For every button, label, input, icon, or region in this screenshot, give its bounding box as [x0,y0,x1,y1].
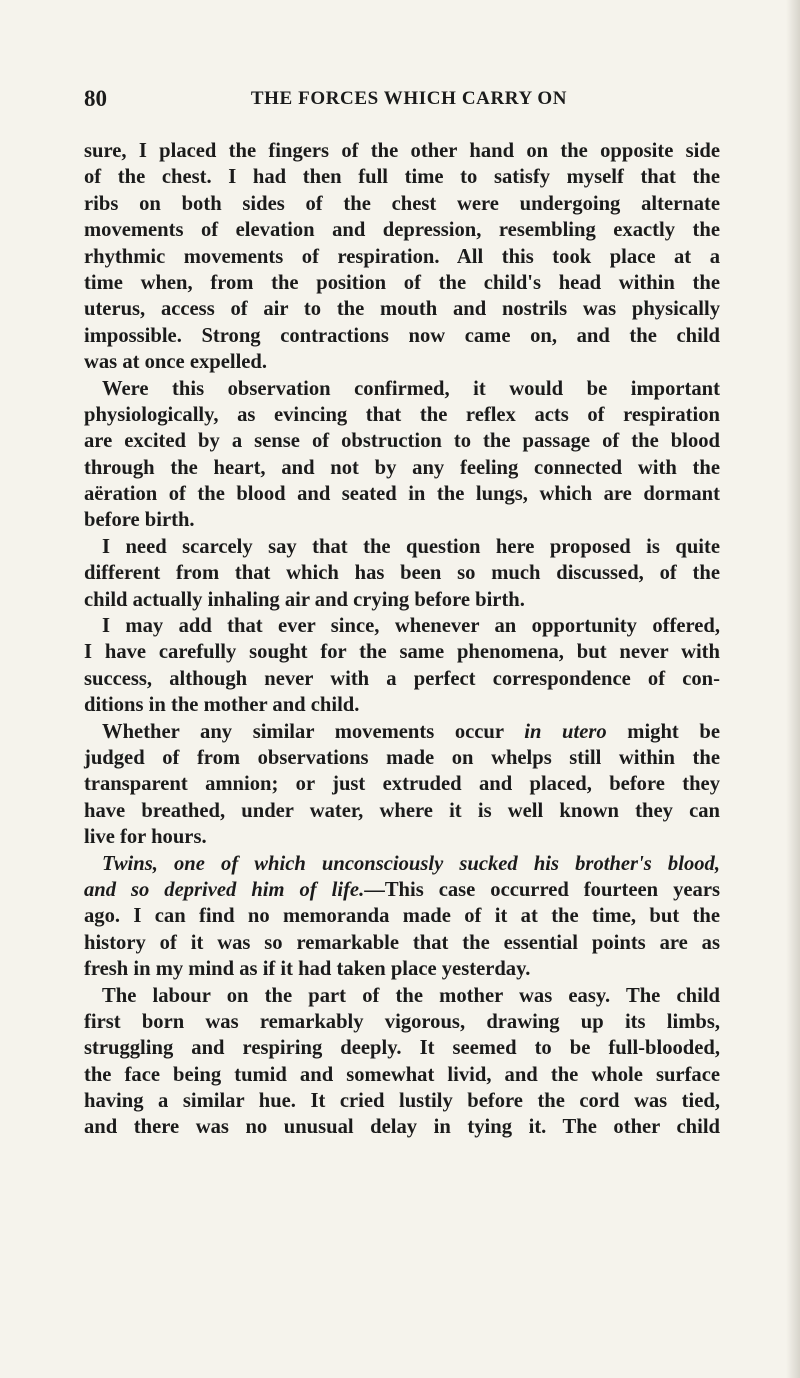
text-line: Were this observation confirmed, it would be important [102,377,720,400]
page-header [84,86,720,116]
text-line: ago. I can find no memoranda made of it at the time, but the [84,905,720,928]
text-line: rhythmic movements of respiration. All this took place at a [84,245,720,268]
text-line: child actually inhaling air and crying before birth. [84,588,525,611]
text-line: live for hours. [84,826,207,849]
text-line: through the heart, and not by any feeling connected with the [84,456,720,479]
text-line: I have carefully sought for the same phenomena, but never with [84,641,720,664]
text-line: judged of from observations made on whelps still within the [84,746,720,769]
text-line [84,719,720,745]
text-line: having a similar hue. It cried lustily before the cord was tied, [84,1090,720,1113]
page-edge-shadow [786,0,800,1378]
text-line: The labour on the part of the mother was easy. The child [102,984,720,1007]
text-line: ditions in the mother and child. [84,694,360,717]
text-line: of the chest. I had then full time to satisfy myself that the [84,166,720,189]
italic-run: in utero [524,720,607,743]
text-line: transparent amnion; or just extruded and placed, before they [84,773,720,796]
text-line: time when, from the position of the child's head within the [84,271,720,294]
paragraph-3 [84,534,720,613]
text-line: history of it was so remarkable that the essential points are as [84,931,720,954]
text-line: aëration of the blood and seated in the lungs, which are dormant [84,483,720,506]
italic-run: and so deprived him of life. [84,878,365,901]
text-line: sure, I placed the fingers of the other hand on the opposite side [84,140,720,162]
text-line [84,877,720,903]
text-line: before birth. [84,509,195,532]
text-line: have breathed, under water, where it is well known they can [84,799,720,822]
text-line: was at once expelled. [84,351,268,374]
paragraph-5 [84,719,720,851]
page-number: 80 [84,86,107,111]
text-line: success, although never with a perfect correspondence of con- [84,667,720,690]
text-line: are excited by a sense of obstruction to the passage of the blood [84,430,720,453]
text-run: might be [606,720,721,743]
text-line: and there was no unusual delay in tying it. The other child [84,1116,720,1139]
section-title-line: Twins, one of which unconsciously sucked his brother's blood, [102,852,720,875]
paragraph-1 [84,138,720,376]
text-line: I may add that ever since, whenever an opportunity offered, [102,615,720,638]
text-run: —This case occurred fourteen years [364,878,720,901]
text-line: movements of elevation and depression, resembling exactly the [84,219,720,242]
text-line: different from that which has been so much discussed, of the [84,562,720,585]
paragraph-7 [84,983,720,1141]
text-line: physiologically, as evincing that the reflex acts of respiration [84,403,720,426]
text-line: fresh in my mind as if it had taken place yesterday. [84,958,531,981]
text-line: struggling and respiring deeply. It seemed to be full-blooded, [84,1037,720,1060]
text-line: impossible. Strong contractions now came on, and the child [84,324,720,347]
paragraph-6 [84,851,720,983]
text-line: ribs on both sides of the chest were undergoing alternate [84,192,720,215]
paragraph-4 [84,613,720,719]
paragraph-2 [84,376,720,534]
text-line: first born was remarkably vigorous, drawing up its limbs, [84,1010,720,1033]
text-line: the face being tumid and somewhat livid, and the whole surface [84,1063,720,1086]
text-run: Whether any similar movements occur [102,720,525,743]
running-head: THE FORCES WHICH CARRY ON [250,88,568,109]
body-text [84,138,720,1141]
text-line: uterus, access of air to the mouth and nostrils was physically [84,298,720,321]
text-line: I need scarcely say that the question here proposed is quite [102,535,720,558]
